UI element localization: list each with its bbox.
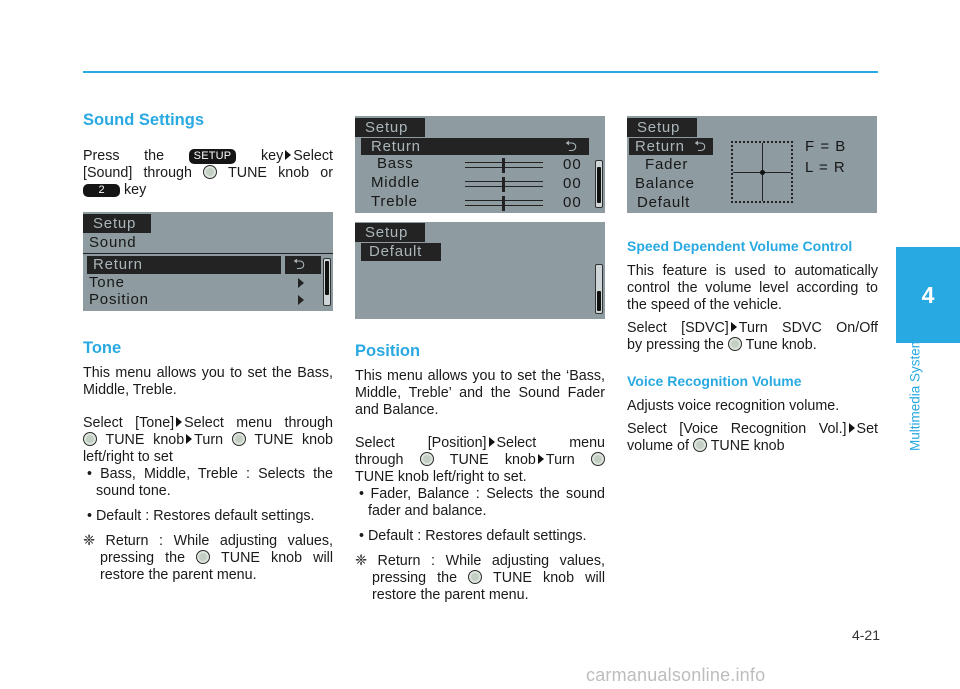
menu-item-return[interactable]: Return [87,256,281,274]
sdvc-heading: Speed Dependent Volume Control [627,238,853,254]
screen-header: Setup [627,118,697,137]
menu-item-return[interactable]: Return [629,138,713,155]
tone-section [83,340,333,584]
slider-thumb[interactable] [502,158,505,173]
tone-bullet-1: • Bass, Middle, Treble : Selects the sound tone. [87,466,333,499]
arrow-icon [176,417,182,427]
return-icon[interactable]: ⮌ [285,256,321,274]
screen-title: Sound [89,234,137,251]
sdvc-desc: This feature is used to automatically control the volume level according to the speed of the vehicle. [627,263,878,313]
scrollbar[interactable] [595,160,603,208]
menu-item-middle[interactable]: Middle [371,174,420,191]
chapter-tab [896,247,960,343]
arrow-icon [489,437,495,447]
menu-item-balance[interactable]: Balance [635,175,695,192]
tone-leftright: left/right to set [83,449,173,465]
column-1 [83,112,333,199]
sdvc-select-line: Select [SDVC] Turn SDVC On/Off [627,320,879,336]
screen-header: Setup [355,118,425,137]
menu-item-return[interactable]: Return [361,138,589,155]
bass-value: 00 [563,156,582,173]
arrow-icon [285,150,291,160]
chapter-title: Multimedia System [907,336,923,452]
position-section [355,343,605,604]
tone-bullet-2: • Default : Restores default settings. [87,508,315,524]
fader-readout: F = B [805,138,847,155]
tune-knob-icon [693,438,707,452]
menu-item-bass[interactable]: Bass [377,155,414,172]
position-bullet-2: • Default : Restores default settings. [359,528,587,544]
voice-volume-line: volume of TUNE knob [627,438,785,454]
slider-thumb[interactable] [502,196,505,211]
default-screen [355,222,605,319]
position-through-line: through TUNE knob Turn [355,452,605,469]
tune-knob-icon [232,432,246,446]
tune-knob-icon [468,570,482,584]
return-icon[interactable]: ⮌ [565,138,578,155]
tune-knob-icon [591,452,605,466]
intro-line-1: Press the SETUP key Select [83,148,333,164]
position-leftright: TUNE knob left/right to set. [355,469,527,485]
position-note-line-3: restore the parent menu. [372,587,529,603]
tone-adjust-screen [355,116,605,213]
submenu-caret-icon [298,278,304,288]
position-desc: This menu allows you to set the ‘Bass, Middle, Treble’ and the Sound Fader and Balance. [355,368,605,418]
arrow-icon [849,423,855,433]
page-number: 4-21 [851,627,880,643]
bass-slider[interactable] [465,162,543,168]
top-rule [83,71,878,73]
menu-item-default[interactable]: Default [637,194,691,211]
tune-knob-icon [420,452,434,466]
tone-note-line-1: ❈ Return : While adjusting values, [83,533,333,549]
tone-heading: Tone [83,339,122,357]
arrow-icon [731,322,737,332]
tone-desc: This menu allows you to set the Bass, Middle, Treble. [83,365,333,398]
scrollbar[interactable] [595,264,603,314]
tune-knob-icon [728,337,742,351]
tone-knob-line: TUNE knob Turn TUNE knob [83,432,333,449]
key-2-icon: 2 [83,184,120,197]
voice-desc: Adjusts voice recognition volume. [627,398,840,414]
scrollbar[interactable] [323,258,331,306]
arrow-icon [186,434,192,444]
voice-select-line: Select [Voice Recognition Vol.] Set [627,421,878,437]
position-screen [627,116,877,213]
menu-item-default[interactable]: Default [361,243,441,261]
position-note-line-2: pressing the TUNE knob will [372,570,606,586]
sound-menu-screen [83,212,333,311]
intro-line-2: [Sound] through TUNE knob or [83,165,334,181]
sound-settings-heading: Sound Settings [83,111,204,129]
divider [83,253,333,254]
position-select-line: Select [Position] Select menu [355,435,605,451]
middle-value: 00 [563,175,582,192]
middle-slider[interactable] [465,181,543,187]
tone-select-line: Select [Tone] Select menu through [83,415,333,431]
column-3 [627,238,878,455]
menu-item-fader[interactable]: Fader [645,156,689,173]
menu-item-position[interactable]: Position [89,291,149,308]
position-marker[interactable] [760,170,765,175]
tune-knob-icon [196,550,210,564]
balance-readout: L = R [805,159,846,176]
setup-key-icon: SETUP [189,149,237,164]
intro-line-3: 2 key [83,182,333,199]
tone-note-line-2: pressing the TUNE knob will [100,550,334,566]
tune-knob-icon [203,165,217,179]
position-note-line-1: ❈ Return : While adjusting values, [355,553,605,569]
screen-header: Setup [355,223,425,242]
return-icon[interactable]: ⮌ [694,138,707,155]
screen-header: Setup [83,214,151,233]
treble-value: 00 [563,194,582,211]
slider-thumb[interactable] [502,177,505,192]
menu-item-tone[interactable]: Tone [89,274,125,291]
submenu-caret-icon [298,295,304,305]
position-bullet-1: • Fader, Balance : Selects the sound fader and balance. [359,486,605,519]
voice-heading: Voice Recognition Volume [627,373,802,389]
position-grid[interactable] [731,141,793,203]
tone-note-line-3: restore the parent menu. [100,567,257,583]
chapter-number: 4 [921,281,935,308]
watermark: carmanualsonline.info [586,665,766,685]
sdvc-by-line: by pressing the Tune knob. [627,337,817,353]
position-heading: Position [355,342,421,360]
tune-knob-icon [83,432,97,446]
menu-item-treble[interactable]: Treble [371,193,418,210]
treble-slider[interactable] [465,200,543,206]
arrow-icon [538,454,544,464]
